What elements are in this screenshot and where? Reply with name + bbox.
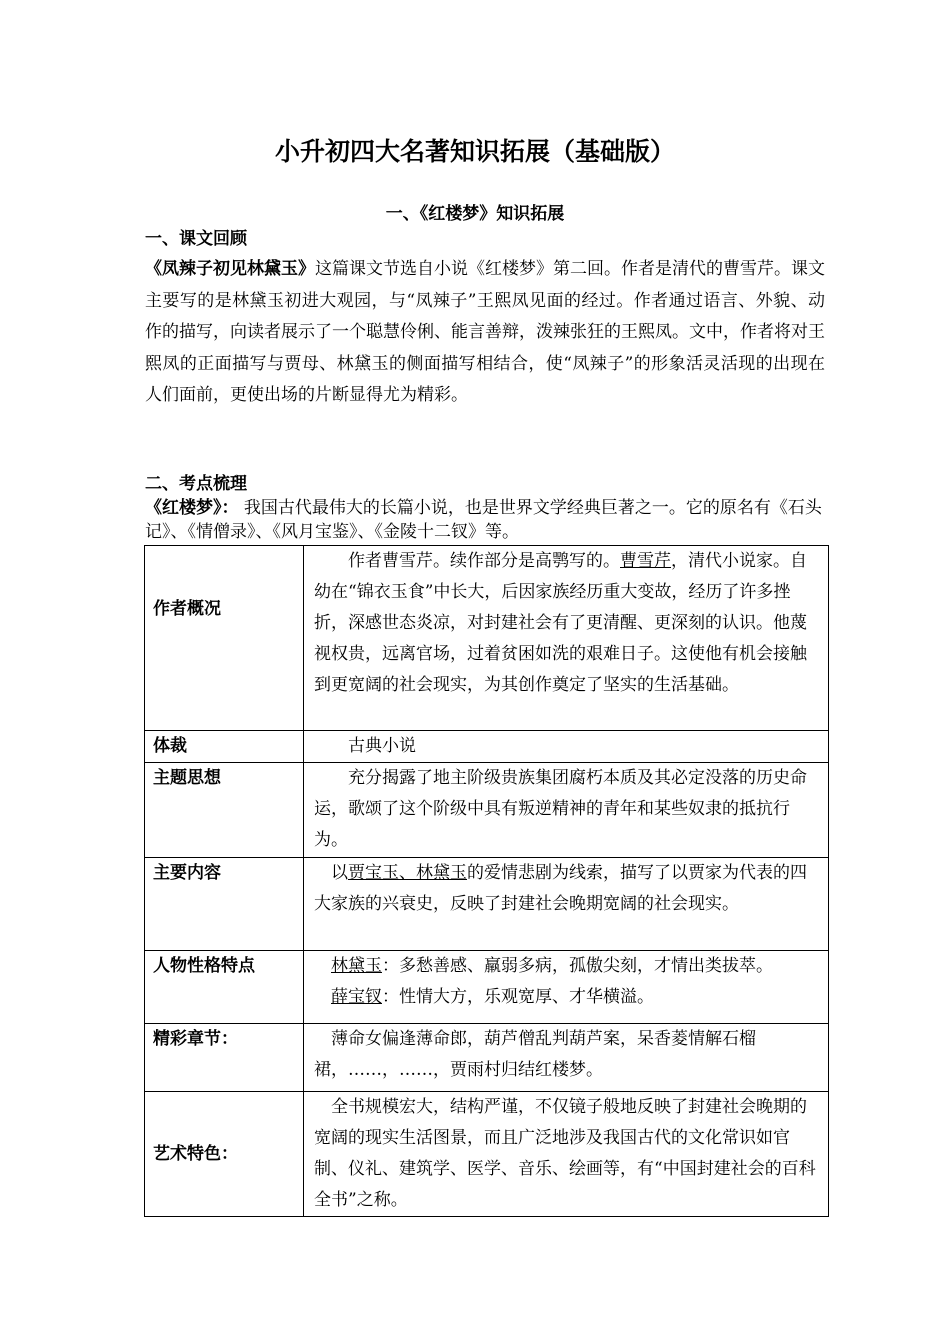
character-desc: ：多愁善感、羸弱多病，孤傲尖刻，才情出类拔萃。: [382, 956, 773, 976]
author-name: 曹雪芹: [620, 551, 671, 571]
lesson-review-paragraph: [145, 254, 825, 412]
part1-heading: 一、课文回顾: [145, 229, 247, 249]
art-value: 全书规模宏大，结构严谨，不仅镜子般地反映了封建社会晚期的宽阔的现实生活图景，而且广泛地涉及我国古代的文化常识如官制、仪礼、建筑学、医学、音乐、绘画等，有“中国封建社会的百科全书”之称。: [304, 1092, 829, 1217]
table-row: [145, 1092, 829, 1217]
character-line: [314, 982, 822, 1013]
knowledge-table: [144, 545, 829, 1217]
table-row: [145, 951, 829, 1024]
lesson-review-text: 这篇课文节选自小说《红楼梦》第二回。作者是清代的曹雪芹。课文主要写的是林黛玉初进大观园，与“凤辣子”王熙凤见面的经过。作者通过语言、外貌、动作的描写，向读者展示了一个聪慧伶俐、能言善辩，泼辣张狂的王熙凤。文中，作者将对王熙凤的正面描写与贾母、林黛玉的侧面描写相结合，使“凤辣子”的形象活灵活现的出现在人们面前，更使出场的片断显得尤为精彩。: [145, 259, 825, 405]
novel-intro-paragraph: [145, 496, 825, 544]
content-pre: 以: [331, 863, 348, 883]
character-name: 薛宝钗: [331, 987, 382, 1007]
genre-label: 体裁: [145, 731, 304, 763]
author-pre: 作者曹雪芹。续作部分是高鹗写的。: [348, 551, 620, 571]
table-row: [145, 546, 829, 731]
theme-label: 主题思想: [145, 763, 304, 858]
character-name: 林黛玉: [331, 956, 382, 976]
part2-heading: 二、考点梳理: [145, 474, 247, 494]
content-names: 贾宝玉、林黛玉: [348, 863, 467, 883]
table-row: [145, 763, 829, 858]
art-label: 艺术特色：: [145, 1092, 304, 1217]
novel-title: 《红楼梦》：: [145, 498, 239, 518]
author-value: [304, 546, 829, 731]
content-value: [304, 858, 829, 951]
content-post: 的爱情悲剧为线索，描写了以贾家为代表的四大家族的兴衰史，反映了封建社会晚期宽阔的社会现实。: [314, 863, 807, 914]
lesson-title: 《凤辣子初见林黛玉》: [145, 259, 315, 279]
theme-value: 充分揭露了地主阶级贵族集团腐朽本质及其必定没落的历史命运，歌颂了这个阶级中具有叛逆精神的青年和某些奴隶的抵抗行为。: [304, 763, 829, 858]
characters-value: [304, 951, 829, 1024]
section-title: 一、《红楼梦》知识拓展: [385, 204, 565, 224]
table-row: [145, 1024, 829, 1092]
genre-value: 古典小说: [304, 731, 829, 763]
table-row: [145, 858, 829, 951]
characters-label: 人物性格特点: [145, 951, 304, 1024]
table-row: [145, 731, 829, 763]
content-label: 主要内容: [145, 858, 304, 951]
novel-intro-text: 我国古代最伟大的长篇小说，也是世界文学经典巨著之一。它的原名有《石头记》、《情僧录》、《风月宝鉴》、《金陵十二钗》等。: [145, 498, 822, 542]
character-line: [314, 951, 822, 982]
character-desc: ：性情大方，乐观宽厚、才华横溢。: [382, 987, 654, 1007]
chapters-value: 薄命女偏逢薄命郎，葫芦僧乱判葫芦案，呆香菱情解石榴裙，……，……，贾雨村归结红楼梦。: [304, 1024, 829, 1092]
author-label: 作者概况: [145, 546, 304, 731]
author-post: ，清代小说家。自幼在“锦衣玉食”中长大，后因家族经历重大变故，经历了许多挫折，深感世态炎凉，对封建社会有了更清醒、更深刻的认识。他蔑视权贵，远离官场，过着贫困如洗的艰难日子。这使他有机会接触到更宽阔的社会现实，为其创作奠定了坚实的生活基础。: [314, 551, 807, 695]
chapters-label: 精彩章节：: [145, 1024, 304, 1092]
document-title: 小升初四大名著知识拓展（基础版）: [274, 137, 675, 166]
